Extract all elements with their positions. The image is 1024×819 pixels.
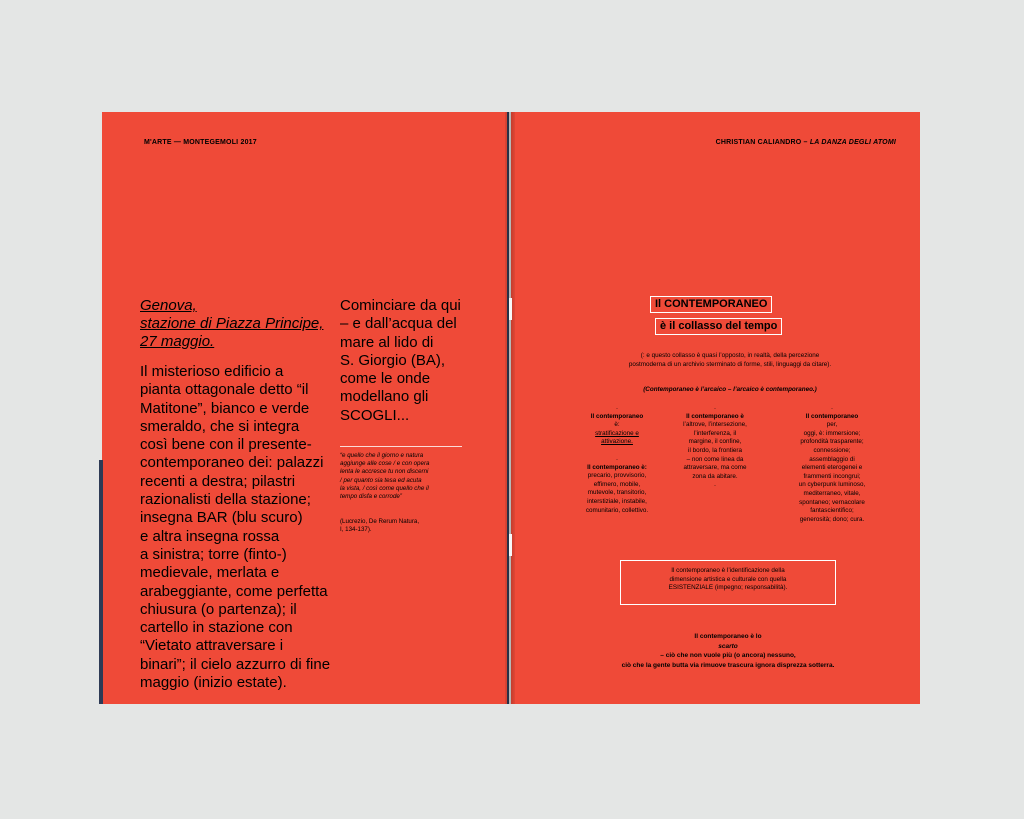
staple-top: [509, 298, 512, 320]
lucretius-quote: [340, 452, 465, 501]
column-heading: Il contemporaneo: [805, 412, 859, 420]
identification-box: [620, 560, 836, 605]
column-line: il bordo, la frontiera: [688, 446, 742, 454]
body-line: binari”; il cielo azzurro di fine: [140, 655, 331, 673]
citation-line: (Lucrezio, De Rerum Natura,: [340, 518, 420, 525]
box-line: Il contemporaneo è l’identificazione della: [671, 567, 785, 574]
definition-column-1: [574, 404, 660, 515]
bullet-dot: .: [616, 454, 618, 462]
column-line: generosità; dono; cura.: [799, 515, 865, 523]
column2-line: modellano gli: [340, 388, 429, 406]
bullet-dot: .: [616, 404, 618, 411]
body-line: così bene con il presente-: [140, 436, 312, 454]
bullet-dot: .: [714, 481, 716, 489]
spacer: [574, 447, 660, 455]
body-line: Matitone”, bianco e verde: [140, 399, 310, 417]
column-line: profondità trasparente;: [800, 438, 864, 446]
column-line: attivazione.: [601, 438, 633, 446]
column2-line: S. Giorgio (BA),: [340, 351, 446, 369]
running-head-right: [716, 139, 896, 146]
column-line: assemblaggio di: [809, 455, 855, 463]
column2-line: – e dall’acqua del: [340, 315, 457, 333]
closing-text: Il contemporaneo è lo: [694, 633, 762, 640]
left-body-text: [140, 363, 340, 692]
column2-line: mare al lido di: [340, 333, 434, 351]
intro-line: (: e questo collasso è quasi l’opposto, in realtà, della percezione: [640, 352, 820, 359]
intro-italic: (Contemporaneo è l’arcaico – l’arcaico è contemporaneo.): [643, 386, 817, 393]
left-column-two: [340, 297, 470, 425]
column-line: precario, provvisorio,: [587, 472, 647, 480]
body-line: arabeggiante, come perfetta: [140, 582, 328, 600]
running-head-left: M'ARTE — MONTEGEMOLI 2017: [144, 139, 257, 146]
intro-text: [580, 352, 880, 369]
column-line: effimero, mobile,: [593, 480, 641, 488]
intro-line: postmoderna di un archivio sterminato di forme, stili, linguaggi da citare).: [628, 360, 832, 368]
column-line: zona da abitare.: [692, 472, 738, 480]
staple-bottom: [509, 534, 512, 556]
column-heading: Il contemporaneo: [590, 412, 644, 420]
column-line: un cyberpunk luminoso,: [798, 481, 866, 489]
column2-line: SCOGLI...: [340, 406, 410, 424]
body-line: “Vietato attraversare i: [140, 637, 284, 655]
back-cover-edge: [99, 460, 103, 704]
column-line: mediterraneo, vitale,: [803, 489, 861, 497]
column-line: mutevole, transitorio,: [587, 489, 647, 497]
bullet-dot: .: [714, 404, 716, 411]
column2-line: come le onde: [340, 370, 431, 388]
location-line: 27 maggio.: [140, 333, 215, 350]
body-line: contemporaneo dei: palazzi: [140, 454, 324, 472]
column-line: elementi eterogenei e: [801, 464, 863, 472]
column-heading-line: [784, 413, 880, 430]
closing-text: – ciò che non vuole più (o ancora) nessuno,: [660, 652, 796, 659]
closing-emphasis: scarto: [718, 642, 738, 650]
quote-line: la vista, / così come quello che il: [340, 484, 429, 492]
closing-line: [560, 632, 896, 661]
title-line-1: Il CONTEMPORANEO: [650, 296, 772, 313]
column2-line: Cominciare da qui: [340, 297, 461, 314]
column-line: l’interferenza, il: [693, 429, 737, 437]
column-line: spontaneo; vernacolare: [799, 498, 865, 506]
column-line: fantascientifico;: [810, 507, 854, 515]
closing-line: ciò che la gente butta via rimuove trascura ignora disprezza sotterra.: [621, 661, 835, 669]
column-text: stratificazione e: [595, 429, 639, 437]
column-line: – non come linea da: [686, 455, 744, 463]
title-line-2: è il collasso del tempo: [655, 318, 782, 335]
column-heading: Il contemporaneo è:: [587, 463, 647, 471]
body-line: a sinistra; torre (finto-): [140, 545, 287, 563]
quote-line: / per quanto sia tesa ed acuta: [340, 476, 422, 484]
column-line: l’altrove, l’intersezione,: [683, 421, 747, 429]
body-line: Il misterioso edificio a: [140, 363, 284, 380]
body-line: chiusura (o partenza); il: [140, 600, 297, 618]
quote-line: tempo disfa e corrode”: [340, 493, 402, 501]
column-text: è:: [614, 421, 620, 429]
body-line: recenti a destra; pilastri: [140, 472, 296, 490]
body-line: smeraldo, che si integra: [140, 417, 300, 435]
running-head-title: LA DANZA DEGLI ATOMI: [809, 139, 896, 146]
column-heading: Il contemporaneo è: [686, 412, 744, 420]
body-line: insegna BAR (blu scuro): [140, 509, 303, 527]
quote-citation: [340, 518, 465, 534]
column-text: per,: [826, 421, 838, 429]
definition-column-3: [784, 404, 880, 524]
location-heading: [140, 297, 340, 351]
quote-line: “e quello che il giorno e natura: [340, 452, 424, 459]
column-line: frammenti incongrui;: [803, 472, 861, 480]
box-line: dimensione artistica e culturale con quella: [669, 575, 787, 583]
box-line: ESISTENZIALE (impegno; responsabilità).: [668, 584, 788, 592]
location-line: Genova,: [140, 297, 197, 314]
quote-divider: [340, 446, 462, 447]
column-line: interstiziale, instabile,: [587, 497, 647, 505]
body-line: medievale, merlata e: [140, 564, 280, 582]
body-line: cartello in stazione con: [140, 619, 293, 637]
column-line: oggi, è: immersione;: [803, 429, 861, 437]
column-line: [574, 421, 660, 438]
quote-line: aggiunge alle cose / e con opera: [340, 460, 430, 468]
running-head-author: CHRISTIAN CALIANDRO –: [715, 139, 810, 146]
column-line: connessione;: [813, 446, 851, 454]
body-line: e altra insegna rossa: [140, 527, 280, 545]
column-line: comunitario, collettivo.: [585, 506, 649, 514]
citation-line: I, 134-137).: [340, 526, 372, 534]
column-line: margine, il confine,: [688, 438, 742, 446]
quote-line: lenta le accresce tu non discerni: [340, 468, 429, 476]
body-line: pianta ottagonale detto “il: [140, 381, 309, 399]
closing-statement: [560, 632, 896, 670]
body-line: maggio (inizio estate).: [140, 674, 287, 692]
definition-column-2: [671, 404, 759, 490]
body-line: razionalisti della stazione;: [140, 491, 311, 509]
location-line: stazione di Piazza Principe,: [140, 315, 324, 332]
spine-shadow: [505, 112, 515, 704]
column-line: attraversare, ma come: [683, 464, 747, 472]
bullet-dot: .: [831, 404, 833, 411]
